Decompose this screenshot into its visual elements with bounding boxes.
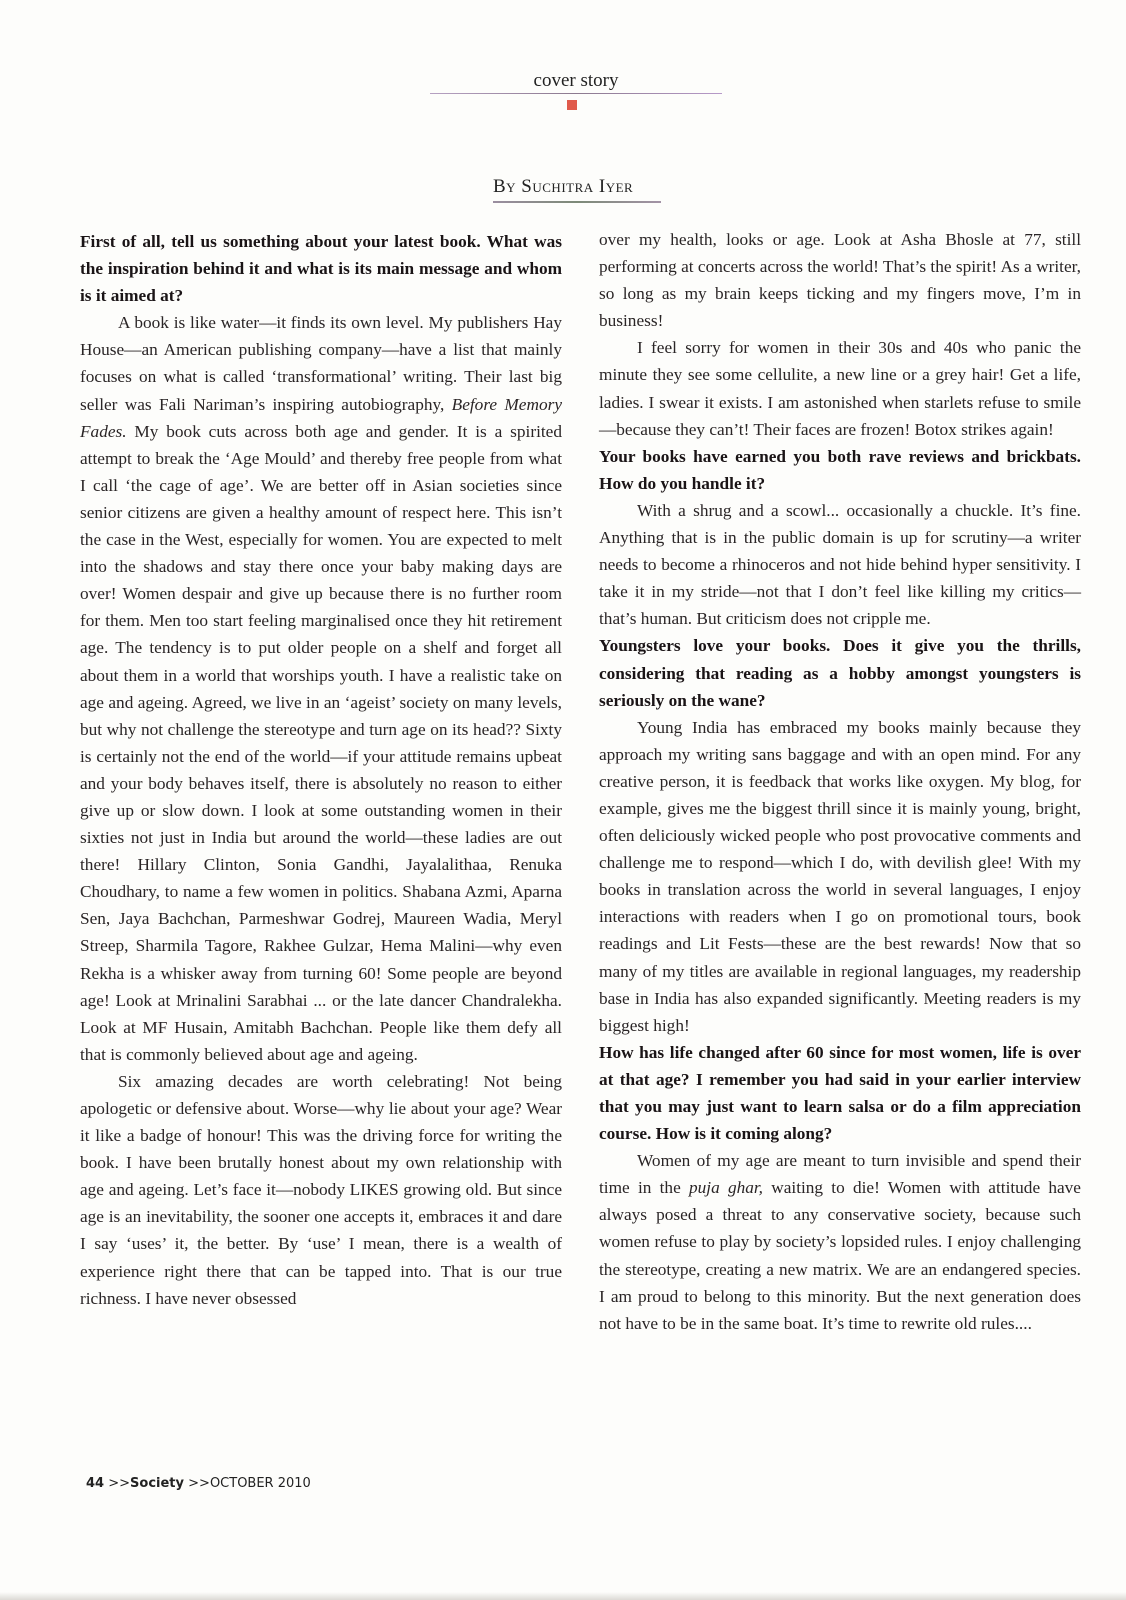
left-column xyxy=(80,228,562,1312)
answer-paragraph: Six amazing decades are worth celebrating! Not being apologetic or defensive about. Worse—why lie about your age? Wear it like a badge of honour! This was the driving force for writing the book. I have been brutally honest about my own relationship with age and ageing. Let’s face it—nobody LIKES growing old. But since age is an inevitability, the sooner one accepts it, embraces it and dare I say ‘uses’ it, the better. By ‘use’ I mean, there is a wealth of experience right there that can be tapped into. That is our true richness. I have never obsessed xyxy=(80,1071,562,1308)
issue-date: OCTOBER 2010 xyxy=(209,1476,311,1491)
byline-divider xyxy=(493,201,661,203)
section-divider xyxy=(430,93,722,94)
page-number: 44 xyxy=(86,1476,105,1491)
footer-sep: >> xyxy=(108,1476,131,1491)
question: First of all, tell us something about your latest book. What was the inspiration behind it and what is its main message and whom is it aimed at? xyxy=(80,232,562,306)
answer-paragraph xyxy=(599,1147,1081,1337)
answer-paragraph: With a shrug and a scowl... occasionally a chuckle. It’s fine. Anything that is in the public domain is up for scrutiny—a writer needs to become a rhinoceros and not hide behind hyper sensitivity. I take it in my stride—not that I don’t feel like killing my critics—that’s human. But criticism does not cripple me. xyxy=(599,500,1081,629)
answer-text: Women of my age are meant to turn invisible and spend their time in the xyxy=(599,1151,1081,1198)
answer-paragraph: Young India has embraced my books mainly because they approach my writing sans baggage and with an open mind. For any creative person, it is feedback that works like oxygen. My blog, for example, gives me the biggest thrill since it is mainly young, bright, often deliciously wicked people who post provocative comments and challenge me to respond—which I do, with devilish glee! With my books in translation across the world in several languages, I enjoy interactions with readers when I go on promotional tours, book readings and Lit Fests—these are the best rewards! Now that so many of my titles are available in regional languages, my readership base in India has also expanded significantly. Meeting readers is my biggest high! xyxy=(599,717,1081,1035)
magazine-name: Society xyxy=(130,1476,184,1491)
answer-text: My book cuts across both age and gender. It is a spirited attempt to break the ‘Age Mould’ and thereby free people from what I call ‘the cage of age’. We are better off in Asian societies since senior citizens are given a healthy amount of respect here. This isn’t the case in the West, especially for women. You are expected to melt into the shadows and stay there once your baby making days are over! Women despair and give up because there is no further room for them. Men too start feeling marginalised once they hit retirement age. The tendency is to put older people on a shelf and forget all about them in a world that worships youth. I have a realistic take on age and ageing. Agreed, we live in an ‘ageist’ society on many levels, but why not challenge the stereotype and turn age on its head?? Sixty is certainly not the end of the world—if your attitude remains upbeat and your body behaves itself, there is absolutely no reason to either give up or slow down. I look at some outstanding women in their sixties not just in India but around the world—these ladies are out there! Hillary Clinton, Sonia Gandhi, Jayalalithaa, Renuka Choudhary, to name a few women in politics. Shabana Azmi, Aparna Sen, Jaya Bachchan, Parmeshwar Godrej, Maureen Wadia, Meryl Streep, Sharmila Tagore, Rakhee Gulzar, Hema Malini—why even Rekha is a whisker away from turning 60! Some people are beyond age! Look at Mrinalini Sarabhai ... or the late dancer Chandralekha. Look at MF Husain, Amitabh Bachchan. People like them defy all that is commonly believed about age and ageing. xyxy=(80,421,562,1064)
answer-paragraph xyxy=(80,309,562,1068)
answer-text: A book is like water—it finds its own level. My publishers Hay House—an American publishing company—have a list that mainly focuses on what is called ‘transformational’ writing. Their last big seller was Fali Nariman’s inspiring autobiography, xyxy=(80,313,562,414)
question: Your books have earned you both rave reviews and brickbats. How do you handle it? xyxy=(599,446,1081,493)
section-label: cover story xyxy=(533,70,619,91)
question: How has life changed after 60 since for most women, life is over at that age? I remember you had said in your earlier interview that you may just want to learn salsa or do a film appreciation course. How is it coming along? xyxy=(599,1042,1081,1144)
italic-term: puja ghar, xyxy=(688,1178,763,1198)
page-edge xyxy=(0,1592,1126,1600)
question: Youngsters love your books. Does it give you the thrills, considering that reading as a hobby amongst youngsters is seriously on the wane? xyxy=(599,636,1081,710)
footer-sep: >> xyxy=(188,1476,210,1491)
accent-square-icon xyxy=(567,100,577,110)
byline: By Suchitra Iyer xyxy=(493,176,634,197)
right-column xyxy=(599,226,1081,1337)
book-title: Before Memory Fades. xyxy=(80,394,562,441)
answer-paragraph: over my health, looks or age. Look at Asha Bhosle at 77, still performing at concerts across the world! That’s the spirit! As a writer, so long as my brain keeps ticking and my fingers move, I’m in business! xyxy=(599,230,1081,331)
answer-text: waiting to die! Women with attitude have always posed a threat to any conservative society, because such women refuse to play by society’s lopsided rules. I enjoy challenging the stereotype, creating a new matrix. We are an endangered species. I am proud to belong to this minority. But the next generation does not have to be in the same boat. It’s time to rewrite old rules.... xyxy=(599,1178,1081,1333)
answer-paragraph: I feel sorry for women in their 30s and 40s who panic the minute they see some cellulite, a new line or a grey hair! Get a life, ladies. I swear it exists. I am astonished when starlets refuse to smile—because they can’t! Their faces are frozen! Botox strikes again! xyxy=(599,338,1081,439)
page-footer xyxy=(86,1476,311,1491)
